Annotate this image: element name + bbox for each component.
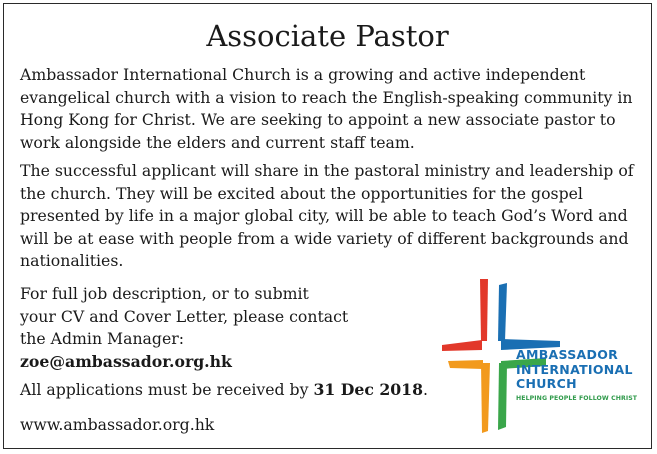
logo-line: CHURCH [516, 376, 577, 391]
cross-red-arm [442, 340, 482, 351]
deadline-prefix: All applications must be received by [20, 380, 314, 399]
logo-line: AMBASSADOR [516, 347, 619, 362]
contact-line: the Admin Manager: [20, 329, 185, 349]
contact-block [20, 283, 380, 373]
contact-line: For full job description, or to submit [20, 284, 309, 303]
application-deadline [20, 379, 428, 402]
cross-red-arm [480, 279, 488, 341]
logo-tagline: HELPING PEOPLE FOLLOW CHRIST [516, 394, 638, 402]
requirements-paragraph: The successful applicant will share in the pastoral ministry and leadership of the church. They will be excited about the opportunities for the gospel presented by life in a major global city, will be able to teach God’s Word and will be at ease with people from a wide variety of different backgrounds and nationalities. [20, 161, 634, 271]
deadline-date: 31 Dec 2018 [313, 380, 423, 399]
logo-line: INTERNATIONAL [516, 361, 633, 377]
deadline-suffix: . [423, 380, 428, 399]
page-title: Associate Pastor [206, 19, 449, 53]
contact-line: your CV and Cover Letter, please contact [20, 306, 349, 326]
website-link[interactable]: www.ambassador.org.hk [20, 415, 215, 434]
contact-email-link[interactable]: zoe@ambassador.org.hk [20, 351, 232, 371]
cross-orange-arm [481, 363, 490, 433]
church-logo-wordmark [516, 348, 637, 402]
cross-green-arm [498, 363, 507, 430]
intro-paragraph: Ambassador International Church is a growing and active independent evangelical church with a vision to reach the English-speaking community in Hong Kong for Christ. We are seeking to appoint a new associate pastor to work alongside the elders and current staff team. [20, 65, 633, 152]
cross-blue-arm [498, 283, 507, 341]
cross-orange-arm [448, 360, 483, 369]
